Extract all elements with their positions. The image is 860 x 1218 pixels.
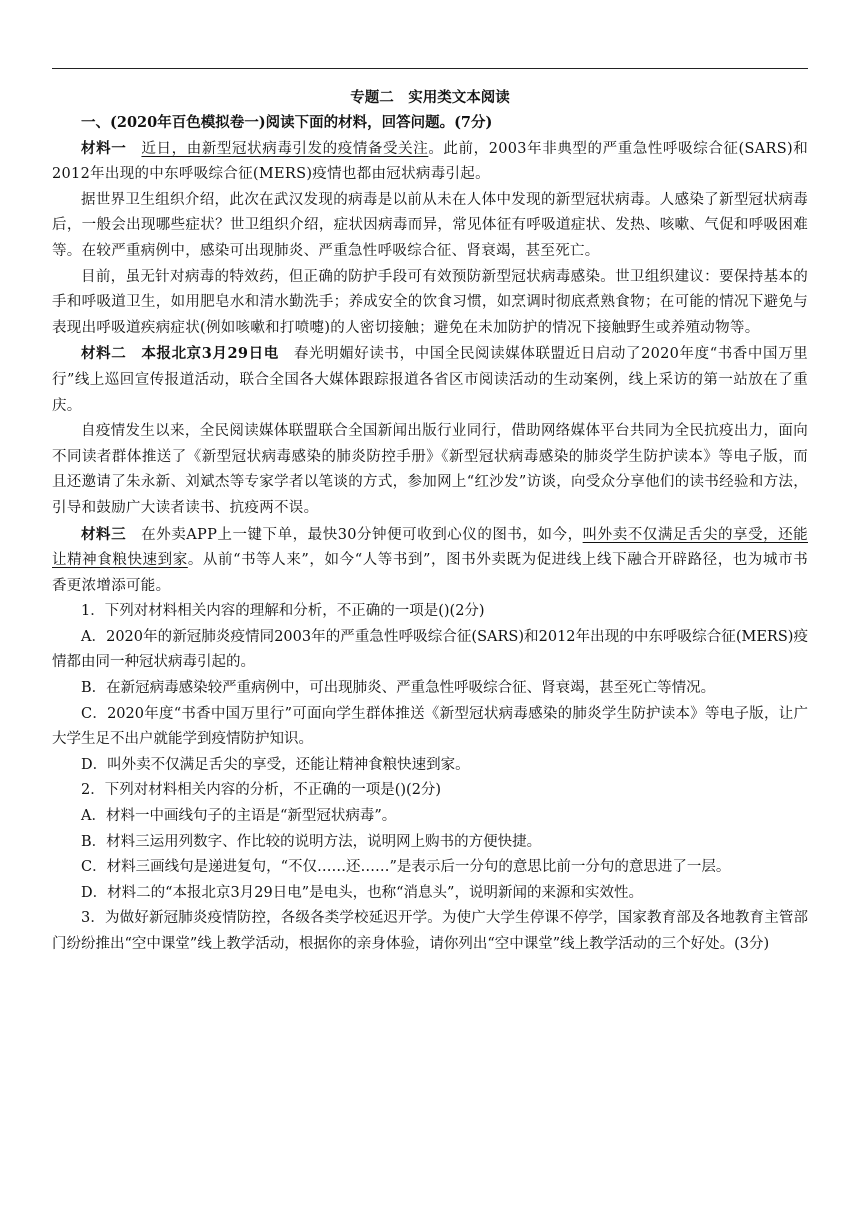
material1-paragraph-2: 据世界卫生组织介绍，此次在武汉发现的病毒是以前从未在人体中发现的新型冠状病毒。人感染了新型冠状病毒后，一般会出现哪些症状？世卫组织介绍，症状因病毒而异，常见体征有呼吸道症状、发热、咳嗽、气促和呼吸困难等。在较严重病例中，感染可出现肺炎、严重急性呼吸综合征、肾衰竭，甚至死亡。 bbox=[52, 191, 808, 259]
material3-text-after: 。从前“书等人来”，如今“人等书到”，图书外卖既为促进线上线下融合开辟路径，也为城市书香更浓增添可能。 bbox=[52, 552, 808, 594]
question-1-option-a: A．2020年的新冠肺炎疫情同2003年的严重急性呼吸综合征(SARS)和2012年出现的中东呼吸综合征(MERS)疫情都由同一种冠状病毒引起的。 bbox=[52, 628, 808, 671]
question-1-option-c: C．2020年度“书香中国万里行”可面向学生群体推送《新型冠状病毒感染的肺炎学生防护读本》等电子版，让广大学生足不出户就能学到疫情防护知识。 bbox=[52, 705, 808, 748]
material2-paragraph-2: 自疫情发生以来，全民阅读媒体联盟联合全国新闻出版行业同行，借助网络媒体平台共同为全民抗疫出力，面向不同读者群体推送了《新型冠状病毒感染的肺炎防控手册》《新型冠状病毒感染的肺炎学生防护读本》等电子版，而且还邀请了朱永新、刘斌杰等专家学者以笔谈的方式，参加网上“红沙发”访谈，向受众分享他们的读书经验和方法，引导和鼓励广大读者读书、抗疫两不误。 bbox=[52, 423, 808, 516]
question-2-option-b: B．材料三运用列数字、作比较的说明方法，说明网上购书的方便快捷。 bbox=[81, 833, 542, 850]
section-heading: 一、(2020年百色模拟卷一)阅读下面的材料，回答问题。(7分) bbox=[81, 114, 493, 131]
header-rule bbox=[52, 68, 808, 69]
question-1-option-b: B．在新冠病毒感染较严重病例中，可出现肺炎、严重急性呼吸综合征、肾衰竭，甚至死亡等情况。 bbox=[81, 680, 716, 697]
material2-paragraph-1 bbox=[52, 341, 808, 419]
material1-text: 。此前，2003年非典型的严重急性呼吸综合征(SARS)和2012年出现的中东呼吸综合征(MERS)疫情也都由冠状病毒引起。 bbox=[52, 140, 808, 183]
question-2-option-c: C．材料三画线句是递进复句，“不仅……还……”是表示后一分句的意思比前一分句的意思进了一层。 bbox=[81, 859, 731, 876]
question-2-stem: 2．下列对材料相关内容的分析，不正确的一项是()(2分) bbox=[81, 782, 442, 799]
material1-underlined-sentence: 近日，由新型冠状病毒引发的疫情备受关注 bbox=[141, 140, 429, 157]
material3-underlined-sentence: 叫外卖不仅满足舌尖的享受，还能让精神食粮快速到家 bbox=[52, 526, 808, 569]
material2-text: 春光明媚好读书，中国全民阅读媒体联盟近日启动了2020年度“书香中国万里行”线上巡回宣传报道活动，联合全国各大媒体跟踪报道各省区市阅读活动的生动案例，线上采访的第一站放在了重庆。 bbox=[52, 346, 808, 414]
question-1-stem: 1．下列对材料相关内容的理解和分析，不正确的一项是()(2分) bbox=[81, 603, 485, 620]
material1-paragraph-3: 目前，虽无针对病毒的特效药，但正确的防护手段可有效预防新型冠状病毒感染。世卫组织建议：要保持基本的手和呼吸道卫生，如用肥皂水和清水勤洗手；养成安全的饮食习惯，如烹调时彻底煮熟食物；在可能的情况下避免与表现出呼吸道疾病症状(例如咳嗽和打喷嚏)的人密切接触；避免在未加防护的情况下接触野生或养殖动物等。 bbox=[52, 268, 808, 336]
material3-text-before: 在外卖APP上一键下单，最快30分钟便可收到心仪的图书，如今， bbox=[126, 526, 583, 543]
material3-paragraph bbox=[52, 522, 808, 600]
material2-label: 材料二 本报北京3月29日电 bbox=[81, 345, 279, 363]
question-2-option-d: D．材料二的“本报北京3月29日电”是电头，也称“消息头”，说明新闻的来源和实效性。 bbox=[81, 884, 643, 901]
question-1-option-d: D．叫外卖不仅满足舌尖的享受，还能让精神食粮快速到家。 bbox=[81, 756, 470, 773]
question-3-stem: 3．为做好新冠肺炎疫情防控，各级各类学校延迟开学。为使广大学生停课不停学，国家教育部及各地教育主管部门纷纷推出“空中课堂”线上教学活动，根据你的亲身体验，请你列出“空中课堂”线上教学活动的三个好处。(3分) bbox=[52, 910, 808, 952]
question-2-option-a: A．材料一中画线句子的主语是“新型冠状病毒”。 bbox=[81, 808, 397, 825]
document-body bbox=[52, 80, 808, 958]
material1-label: 材料一 bbox=[81, 139, 127, 157]
material3-label: 材料三 bbox=[81, 525, 127, 543]
material1-paragraph-1 bbox=[52, 136, 808, 188]
page-title: 专题二 实用类文本阅读 bbox=[350, 89, 510, 106]
